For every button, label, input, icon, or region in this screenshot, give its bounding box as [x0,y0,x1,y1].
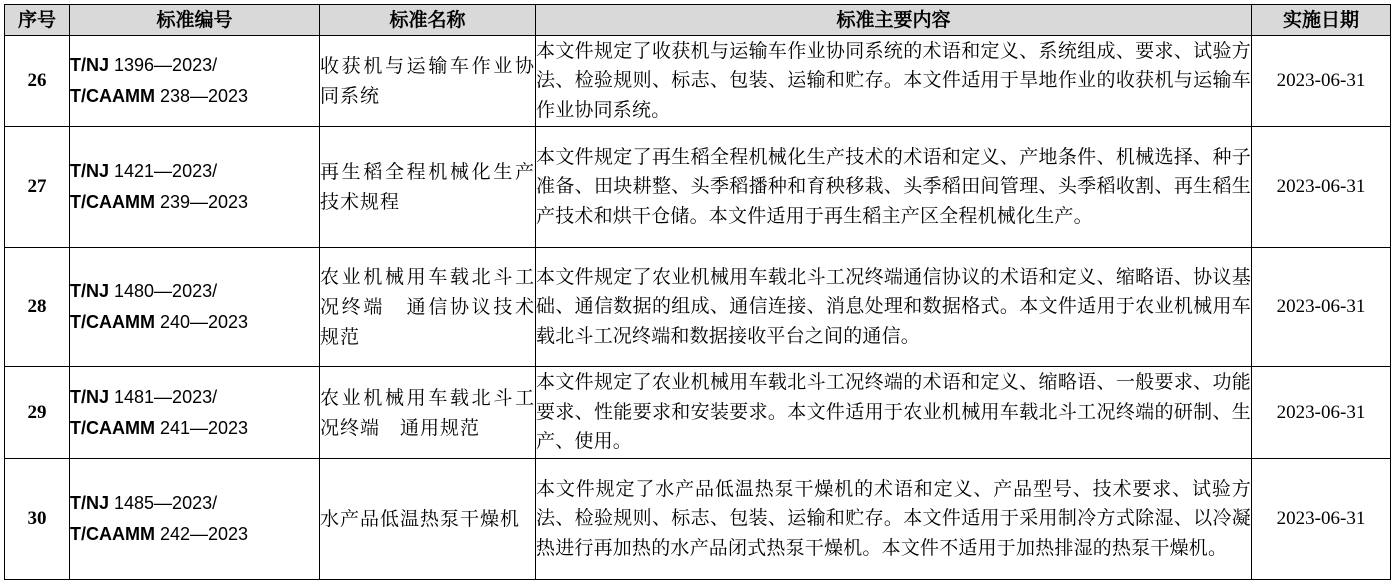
header-standard-code: 标准编号 [70,5,320,36]
header-main-content: 标准主要内容 [536,5,1252,36]
code-line-1 [70,488,319,519]
code-prefix: T/CAAMM [70,417,155,438]
row-main-content: 本文件规定了收获机与运输车作业协同系统的术语和定义、系统组成、要求、试验方法、检验规则、标志、包装、运输和贮存。本文件适用于旱地作业的收获机与运输车作业协同系统。 [536,36,1252,127]
code-prefix: T/CAAMM [70,312,155,332]
row-implementation-date: 2023-06-31 [1252,36,1391,127]
code-line-2 [70,81,319,112]
code-line-1 [70,276,319,307]
row-main-content: 本文件规定了农业机械用车载北斗工况终端的术语和定义、缩略语、一般要求、功能要求、性能要求和安装要求。本文件适用于农业机械用车载北斗工况终端的研制、生产、使用。 [536,367,1252,459]
header-implementation-date: 实施日期 [1252,5,1391,36]
table-header-row [5,5,1391,36]
row-serial-number: 30 [5,459,70,580]
row-standard-name: 收获机与运输车作业协同系统 [320,36,536,127]
row-serial-number: 29 [5,367,70,459]
row-serial-number: 28 [5,248,70,367]
row-standard-name: 农业机械用车载北斗工况终端 通信协议技术规范 [320,248,536,367]
code-prefix: T/NJ [70,161,110,181]
code-number: 1421—2023/ [109,161,218,181]
row-standard-name: 农业机械用车载北斗工况终端 通用规范 [320,367,536,459]
code-line-1 [70,50,319,81]
code-line-1 [70,156,319,187]
table-row [5,248,1391,367]
row-main-content: 本文件规定了农业机械用车载北斗工况终端通信协议的术语和定义、缩略语、协议基础、通信数据的组成、通信连接、消息处理和数据格式。本文件适用于农业机械用车载北斗工况终端和数据接收平台之间的通信。 [536,248,1252,367]
code-prefix: T/CAAMM [70,86,155,106]
code-number: 1485—2023/ [109,493,218,513]
row-standard-name: 再生稻全程机械化生产技术规程 [320,127,536,248]
code-line-2 [70,307,319,338]
code-number: 1396—2023/ [109,55,218,75]
header-serial-number: 序号 [5,5,70,36]
row-standard-code [70,459,320,580]
code-line-2 [70,187,319,218]
code-line-2 [70,413,319,444]
header-standard-name: 标准名称 [320,5,536,36]
table-row [5,367,1391,459]
code-prefix: T/CAAMM [70,192,155,212]
row-implementation-date: 2023-06-31 [1252,127,1391,248]
row-main-content: 本文件规定了水产品低温热泵干燥机的术语和定义、产品型号、技术要求、试验方法、检验规则、标志、包装、运输和贮存。本文件适用于采用制冷方式除湿、以冷凝热进行再加热的水产品闭式热泵干燥机。本文件不适用于加热排湿的热泵干燥机。 [536,459,1252,580]
row-serial-number: 26 [5,36,70,127]
code-number: 1480—2023/ [109,281,218,301]
row-implementation-date: 2023-06-31 [1252,248,1391,367]
code-prefix: T/NJ [70,386,110,407]
row-standard-name: 水产品低温热泵干燥机 [320,459,536,580]
table-row [5,127,1391,248]
code-line-1 [70,382,319,413]
table-row [5,459,1391,580]
code-prefix: T/NJ [70,493,110,513]
code-line-2 [70,519,319,550]
code-prefix: T/CAAMM [70,524,155,544]
row-implementation-date: 2023-06-31 [1252,459,1391,580]
row-standard-code [70,248,320,367]
row-standard-code [70,127,320,248]
code-prefix: T/NJ [70,281,110,301]
code-number: 239—2023 [154,192,249,212]
row-standard-code [70,367,320,459]
code-number: 242—2023 [154,524,249,544]
row-serial-number: 27 [5,127,70,248]
standards-table [4,4,1391,580]
row-standard-code [70,36,320,127]
row-main-content: 本文件规定了再生稻全程机械化生产技术的术语和定义、产地条件、机械选择、种子准备、田块耕整、头季稻播种和育秧移栽、头季稻田间管理、头季稻收割、再生稻生产技术和烘干仓储。本文件适用于再生稻主产区全程机械化生产。 [536,127,1252,248]
code-prefix: T/NJ [70,55,110,75]
row-implementation-date: 2023-06-31 [1252,367,1391,459]
code-number: 240—2023 [154,312,249,332]
code-number: 238—2023 [154,86,249,106]
table-row [5,36,1391,127]
code-number: 241—2023 [154,417,249,438]
code-number: 1481—2023/ [109,386,218,407]
